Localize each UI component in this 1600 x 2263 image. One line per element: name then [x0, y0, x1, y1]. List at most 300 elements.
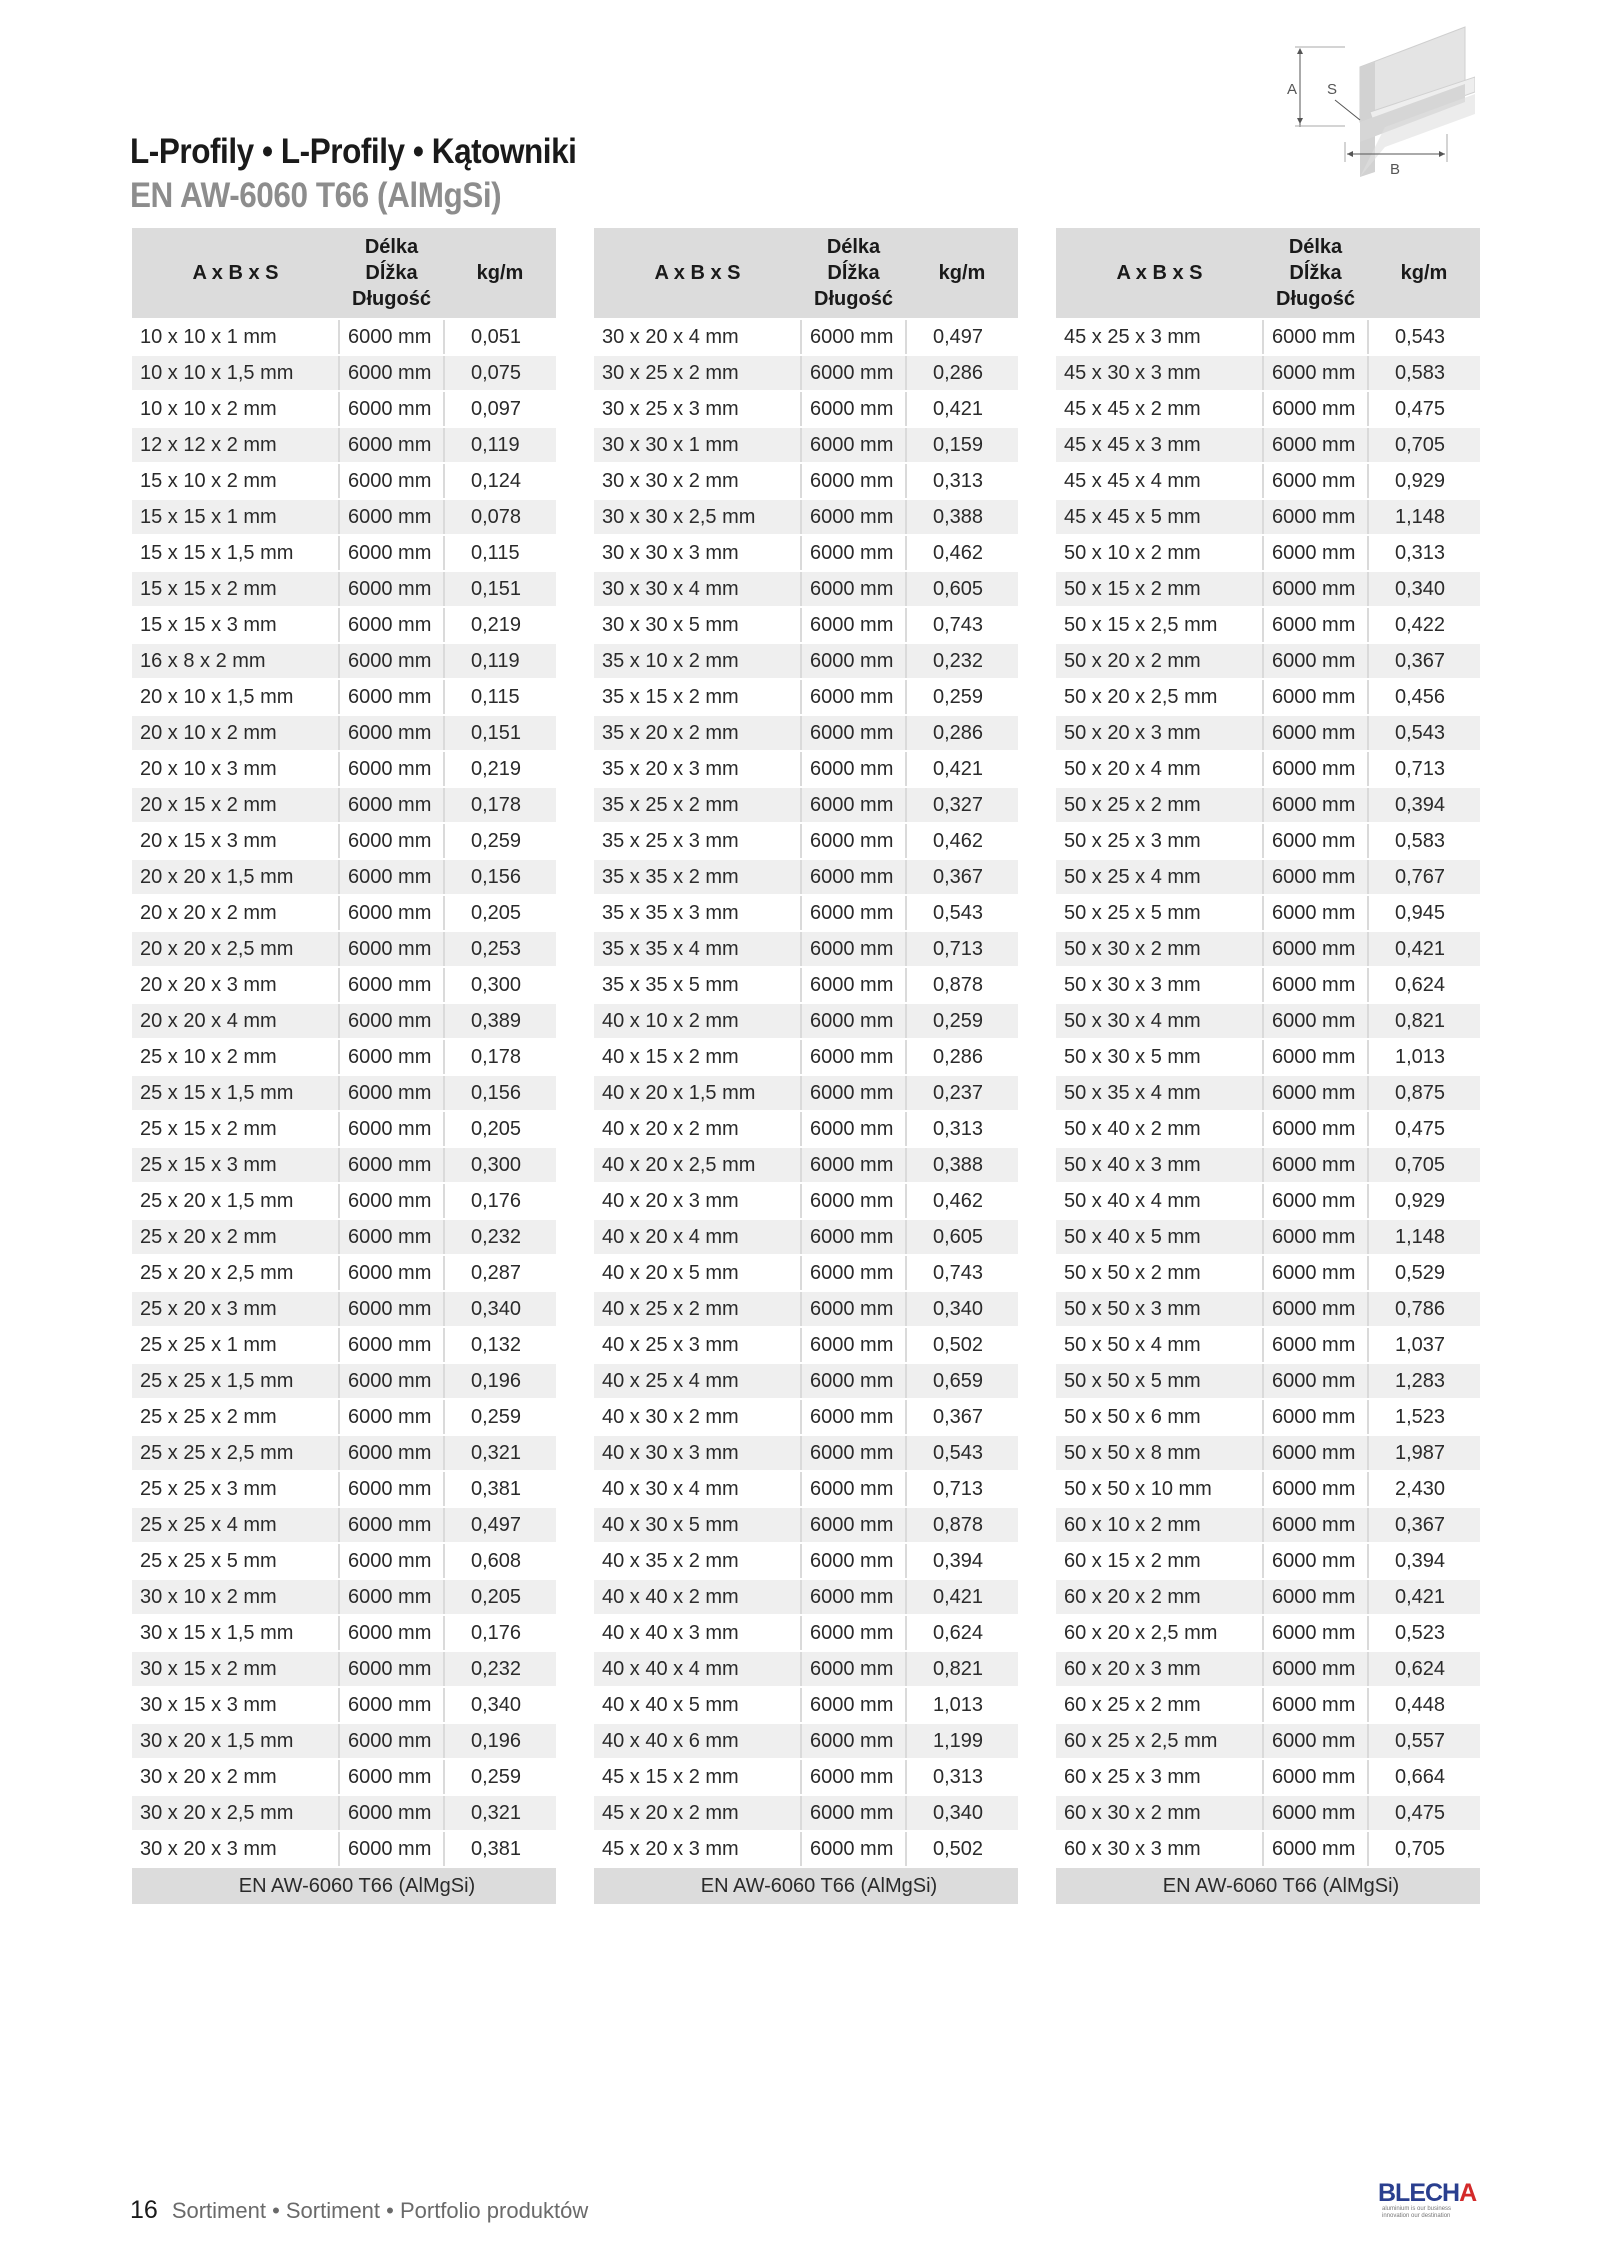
table-row [594, 679, 1018, 715]
footer-text: Sortiment • Sortiment • Portfolio produktów [171, 2198, 589, 2223]
table-row [594, 607, 1018, 643]
cell-weight: 0,286 [906, 715, 1018, 751]
cell-weight: 1,037 [1368, 1327, 1480, 1363]
cell-length: 6000 mm [339, 1399, 444, 1435]
table-row [1056, 1399, 1480, 1435]
cell-weight: 1,523 [1368, 1399, 1480, 1435]
cell-dimensions: 45 x 25 x 3 mm [1056, 319, 1263, 355]
cell-length: 6000 mm [1263, 895, 1368, 931]
cell-dimensions: 60 x 25 x 2,5 mm [1056, 1723, 1263, 1759]
table-row [594, 1183, 1018, 1219]
cell-dimensions: 25 x 25 x 1 mm [132, 1327, 339, 1363]
table-row [132, 1255, 556, 1291]
cell-length: 6000 mm [1263, 967, 1368, 1003]
cell-length: 6000 mm [1263, 1795, 1368, 1831]
cell-weight: 0,502 [906, 1831, 1018, 1867]
cell-dimensions: 50 x 10 x 2 mm [1056, 535, 1263, 571]
cell-weight: 0,259 [444, 823, 556, 859]
cell-dimensions: 45 x 20 x 2 mm [594, 1795, 801, 1831]
cell-length: 6000 mm [339, 391, 444, 427]
cell-dimensions: 50 x 40 x 3 mm [1056, 1147, 1263, 1183]
cell-weight: 1,013 [1368, 1039, 1480, 1075]
cell-dimensions: 50 x 40 x 2 mm [1056, 1111, 1263, 1147]
cell-dimensions: 50 x 50 x 10 mm [1056, 1471, 1263, 1507]
table-row [1056, 715, 1480, 751]
cell-weight: 0,388 [906, 499, 1018, 535]
length-label-sk: Dĺžka [365, 262, 418, 284]
cell-weight: 0,448 [1368, 1687, 1480, 1723]
cell-weight: 0,205 [444, 1111, 556, 1147]
cell-length: 6000 mm [1263, 1363, 1368, 1399]
cell-weight: 0,394 [906, 1543, 1018, 1579]
cell-weight: 0,583 [1368, 823, 1480, 859]
cell-dimensions: 60 x 20 x 3 mm [1056, 1651, 1263, 1687]
cell-weight: 0,605 [906, 1219, 1018, 1255]
cell-dimensions: 20 x 20 x 2,5 mm [132, 931, 339, 967]
cell-length: 6000 mm [1263, 1507, 1368, 1543]
cell-weight: 0,156 [444, 1075, 556, 1111]
cell-weight: 0,713 [906, 1471, 1018, 1507]
cell-dimensions: 50 x 30 x 5 mm [1056, 1039, 1263, 1075]
cell-dimensions: 60 x 30 x 3 mm [1056, 1831, 1263, 1867]
cell-dimensions: 40 x 40 x 2 mm [594, 1579, 801, 1615]
cell-dimensions: 40 x 20 x 3 mm [594, 1183, 801, 1219]
table-row [594, 1039, 1018, 1075]
table-row [1056, 1111, 1480, 1147]
col-header-weight: kg/m [444, 228, 556, 319]
cell-dimensions: 10 x 10 x 2 mm [132, 391, 339, 427]
cell-length: 6000 mm [1263, 859, 1368, 895]
cell-weight: 0,237 [906, 1075, 1018, 1111]
cell-weight: 0,219 [444, 751, 556, 787]
table-row [1056, 1507, 1480, 1543]
cell-dimensions: 60 x 20 x 2,5 mm [1056, 1615, 1263, 1651]
cell-length: 6000 mm [1263, 1831, 1368, 1867]
cell-weight: 0,321 [444, 1795, 556, 1831]
cell-length: 6000 mm [339, 1687, 444, 1723]
cell-weight: 0,705 [1368, 1147, 1480, 1183]
length-label-pl: Długość [352, 288, 431, 310]
cell-weight: 0,929 [1368, 1183, 1480, 1219]
cell-length: 6000 mm [1263, 571, 1368, 607]
cell-weight: 0,300 [444, 1147, 556, 1183]
table-row [594, 787, 1018, 823]
cell-weight: 0,557 [1368, 1723, 1480, 1759]
cell-weight: 0,664 [1368, 1759, 1480, 1795]
table-row [1056, 607, 1480, 643]
cell-weight: 0,151 [444, 571, 556, 607]
cell-dimensions: 25 x 10 x 2 mm [132, 1039, 339, 1075]
table-row [1056, 1723, 1480, 1759]
table-row [594, 1075, 1018, 1111]
cell-length: 6000 mm [1263, 751, 1368, 787]
cell-weight: 0,259 [444, 1759, 556, 1795]
table-row [132, 1471, 556, 1507]
table-row [1056, 859, 1480, 895]
cell-dimensions: 15 x 15 x 1,5 mm [132, 535, 339, 571]
cell-weight: 0,205 [444, 1579, 556, 1615]
table-row [1056, 1471, 1480, 1507]
cell-dimensions: 30 x 25 x 2 mm [594, 355, 801, 391]
cell-weight: 0,259 [906, 679, 1018, 715]
cell-dimensions: 40 x 15 x 2 mm [594, 1039, 801, 1075]
cell-weight: 0,462 [906, 823, 1018, 859]
table-row [132, 859, 556, 895]
table-row [594, 1291, 1018, 1327]
cell-dimensions: 40 x 40 x 5 mm [594, 1687, 801, 1723]
cell-weight: 0,259 [444, 1399, 556, 1435]
cell-length: 6000 mm [801, 1687, 906, 1723]
cell-weight: 0,821 [906, 1651, 1018, 1687]
table-row [132, 1723, 556, 1759]
table-row [1056, 499, 1480, 535]
cell-dimensions: 50 x 25 x 3 mm [1056, 823, 1263, 859]
cell-dimensions: 16 x 8 x 2 mm [132, 643, 339, 679]
cell-dimensions: 35 x 35 x 4 mm [594, 931, 801, 967]
cell-length: 6000 mm [1263, 1003, 1368, 1039]
cell-weight: 0,475 [1368, 1795, 1480, 1831]
length-label-pl: Długość [814, 288, 893, 310]
cell-length: 6000 mm [1263, 1615, 1368, 1651]
cell-weight: 0,196 [444, 1363, 556, 1399]
table-row [594, 1399, 1018, 1435]
table-row [594, 751, 1018, 787]
page-footer [130, 2196, 588, 2225]
cell-length: 6000 mm [801, 1543, 906, 1579]
cell-length: 6000 mm [1263, 679, 1368, 715]
cell-length: 6000 mm [339, 1255, 444, 1291]
table-row [132, 1831, 556, 1867]
table-row [1056, 319, 1480, 355]
cell-weight: 0,051 [444, 319, 556, 355]
cell-dimensions: 25 x 20 x 2 mm [132, 1219, 339, 1255]
table-row [594, 1759, 1018, 1795]
cell-weight: 0,321 [444, 1435, 556, 1471]
cell-length: 6000 mm [1263, 1039, 1368, 1075]
table-row [132, 1615, 556, 1651]
table-row [1056, 1543, 1480, 1579]
cell-length: 6000 mm [1263, 1579, 1368, 1615]
cell-weight: 0,097 [444, 391, 556, 427]
cell-dimensions: 45 x 45 x 2 mm [1056, 391, 1263, 427]
table-row [1056, 1291, 1480, 1327]
cell-weight: 0,786 [1368, 1291, 1480, 1327]
cell-length: 6000 mm [339, 1651, 444, 1687]
table-row [594, 1687, 1018, 1723]
cell-length: 6000 mm [339, 499, 444, 535]
cell-length: 6000 mm [339, 1795, 444, 1831]
cell-dimensions: 30 x 25 x 3 mm [594, 391, 801, 427]
cell-weight: 2,430 [1368, 1471, 1480, 1507]
table-row [1056, 427, 1480, 463]
cell-dimensions: 30 x 30 x 3 mm [594, 535, 801, 571]
cell-length: 6000 mm [339, 895, 444, 931]
cell-length: 6000 mm [801, 535, 906, 571]
cell-length: 6000 mm [339, 1219, 444, 1255]
cell-weight: 0,475 [1368, 391, 1480, 427]
cell-length: 6000 mm [339, 787, 444, 823]
table-row [132, 643, 556, 679]
cell-weight: 1,013 [906, 1687, 1018, 1723]
cell-length: 6000 mm [339, 571, 444, 607]
cell-dimensions: 20 x 20 x 4 mm [132, 1003, 339, 1039]
cell-dimensions: 40 x 30 x 5 mm [594, 1507, 801, 1543]
cell-weight: 0,529 [1368, 1255, 1480, 1291]
cell-dimensions: 50 x 50 x 4 mm [1056, 1327, 1263, 1363]
cell-dimensions: 35 x 15 x 2 mm [594, 679, 801, 715]
table-row [132, 499, 556, 535]
col-header-weight: kg/m [906, 228, 1018, 319]
table-row [132, 1039, 556, 1075]
cell-dimensions: 30 x 15 x 3 mm [132, 1687, 339, 1723]
cell-dimensions: 35 x 20 x 3 mm [594, 751, 801, 787]
cell-weight: 0,178 [444, 787, 556, 823]
cell-weight: 0,340 [444, 1291, 556, 1327]
cell-weight: 0,743 [906, 607, 1018, 643]
cell-length: 6000 mm [339, 1039, 444, 1075]
table-row [1056, 1147, 1480, 1183]
cell-length: 6000 mm [1263, 535, 1368, 571]
table-row [132, 427, 556, 463]
cell-weight: 0,367 [906, 1399, 1018, 1435]
cell-dimensions: 60 x 25 x 3 mm [1056, 1759, 1263, 1795]
cell-dimensions: 50 x 20 x 2,5 mm [1056, 679, 1263, 715]
cell-dimensions: 60 x 20 x 2 mm [1056, 1579, 1263, 1615]
logo-tagline-1: aluminium is our business [1382, 2206, 1452, 2212]
cell-weight: 0,543 [1368, 715, 1480, 751]
cell-weight: 0,313 [1368, 535, 1480, 571]
table-row [132, 1399, 556, 1435]
table-row [132, 895, 556, 931]
cell-length: 6000 mm [801, 1255, 906, 1291]
table-row [594, 463, 1018, 499]
cell-length: 6000 mm [1263, 1111, 1368, 1147]
table-row [594, 391, 1018, 427]
table-header-row [132, 228, 556, 319]
table-row [594, 1435, 1018, 1471]
cell-length: 6000 mm [339, 859, 444, 895]
cell-length: 6000 mm [801, 751, 906, 787]
cell-length: 6000 mm [801, 1831, 906, 1867]
cell-weight: 0,300 [444, 967, 556, 1003]
table-row [132, 355, 556, 391]
table-row [132, 787, 556, 823]
table-row [1056, 679, 1480, 715]
cell-dimensions: 25 x 25 x 5 mm [132, 1543, 339, 1579]
cell-length: 6000 mm [339, 715, 444, 751]
cell-dimensions: 40 x 20 x 1,5 mm [594, 1075, 801, 1111]
table-row [1056, 535, 1480, 571]
cell-length: 6000 mm [1263, 1327, 1368, 1363]
cell-weight: 0,878 [906, 1507, 1018, 1543]
cell-dimensions: 35 x 35 x 2 mm [594, 859, 801, 895]
cell-length: 6000 mm [801, 823, 906, 859]
cell-dimensions: 45 x 20 x 3 mm [594, 1831, 801, 1867]
cell-length: 6000 mm [801, 571, 906, 607]
cell-weight: 0,705 [1368, 427, 1480, 463]
length-label-pl: Długość [1276, 288, 1355, 310]
cell-length: 6000 mm [1263, 1471, 1368, 1507]
cell-length: 6000 mm [339, 1363, 444, 1399]
cell-length: 6000 mm [801, 355, 906, 391]
diagram-label-s: S [1327, 81, 1338, 98]
cell-length: 6000 mm [1263, 643, 1368, 679]
cell-length: 6000 mm [1263, 1147, 1368, 1183]
cell-dimensions: 25 x 25 x 1,5 mm [132, 1363, 339, 1399]
cell-length: 6000 mm [339, 1147, 444, 1183]
table-row [1056, 1687, 1480, 1723]
table-row [594, 355, 1018, 391]
cell-weight: 0,422 [1368, 607, 1480, 643]
page-subtitle: EN AW-6060 T66 (AlMgSi) [130, 176, 502, 215]
cell-length: 6000 mm [339, 1183, 444, 1219]
cell-dimensions: 20 x 15 x 3 mm [132, 823, 339, 859]
table-row [594, 499, 1018, 535]
cell-dimensions: 60 x 30 x 2 mm [1056, 1795, 1263, 1831]
cell-dimensions: 25 x 20 x 2,5 mm [132, 1255, 339, 1291]
cell-dimensions: 35 x 35 x 3 mm [594, 895, 801, 931]
table-row [1056, 391, 1480, 427]
table-row [132, 931, 556, 967]
cell-weight: 0,196 [444, 1723, 556, 1759]
cell-weight: 1,199 [906, 1723, 1018, 1759]
cell-dimensions: 50 x 20 x 3 mm [1056, 715, 1263, 751]
table-row [132, 1075, 556, 1111]
cell-weight: 0,608 [444, 1543, 556, 1579]
table-row [594, 1327, 1018, 1363]
cell-weight: 0,156 [444, 859, 556, 895]
table-row [594, 859, 1018, 895]
table-row [132, 319, 556, 355]
cell-weight: 0,945 [1368, 895, 1480, 931]
cell-length: 6000 mm [801, 967, 906, 1003]
col-header-length [339, 228, 444, 319]
cell-weight: 0,119 [444, 427, 556, 463]
cell-dimensions: 40 x 20 x 2,5 mm [594, 1147, 801, 1183]
cell-weight: 0,340 [906, 1795, 1018, 1831]
cell-length: 6000 mm [339, 1723, 444, 1759]
cell-dimensions: 20 x 10 x 1,5 mm [132, 679, 339, 715]
cell-dimensions: 40 x 30 x 3 mm [594, 1435, 801, 1471]
cell-weight: 0,176 [444, 1615, 556, 1651]
cell-dimensions: 35 x 10 x 2 mm [594, 643, 801, 679]
table-row [594, 715, 1018, 751]
cell-length: 6000 mm [801, 1579, 906, 1615]
cell-length: 6000 mm [339, 1579, 444, 1615]
table-row [132, 1435, 556, 1471]
cell-length: 6000 mm [339, 1471, 444, 1507]
table-row [594, 1507, 1018, 1543]
table-row [132, 1291, 556, 1327]
cell-length: 6000 mm [801, 1111, 906, 1147]
cell-length: 6000 mm [339, 1759, 444, 1795]
cell-length: 6000 mm [339, 463, 444, 499]
table-row [1056, 751, 1480, 787]
cell-length: 6000 mm [801, 1291, 906, 1327]
cell-weight: 0,327 [906, 787, 1018, 823]
cell-weight: 0,421 [1368, 931, 1480, 967]
cell-length: 6000 mm [339, 679, 444, 715]
cell-length: 6000 mm [1263, 1435, 1368, 1471]
cell-dimensions: 40 x 25 x 2 mm [594, 1291, 801, 1327]
table-row [1056, 463, 1480, 499]
cell-weight: 0,767 [1368, 859, 1480, 895]
col-header-length [1263, 228, 1368, 319]
cell-length: 6000 mm [1263, 1255, 1368, 1291]
cell-length: 6000 mm [339, 1291, 444, 1327]
cell-weight: 0,821 [1368, 1003, 1480, 1039]
cell-dimensions: 12 x 12 x 2 mm [132, 427, 339, 463]
cell-dimensions: 25 x 15 x 2 mm [132, 1111, 339, 1147]
cell-length: 6000 mm [339, 967, 444, 1003]
table-row [132, 823, 556, 859]
table-row [1056, 355, 1480, 391]
cell-dimensions: 25 x 25 x 2,5 mm [132, 1435, 339, 1471]
table-row [594, 1723, 1018, 1759]
cell-dimensions: 40 x 30 x 2 mm [594, 1399, 801, 1435]
cell-dimensions: 50 x 30 x 3 mm [1056, 967, 1263, 1003]
cell-weight: 0,259 [906, 1003, 1018, 1039]
cell-length: 6000 mm [801, 1435, 906, 1471]
table-row [594, 643, 1018, 679]
l-profile-diagram-icon [1275, 22, 1475, 222]
table-row [594, 1831, 1018, 1867]
cell-weight: 0,929 [1368, 463, 1480, 499]
cell-weight: 0,367 [906, 859, 1018, 895]
cell-weight: 0,713 [1368, 751, 1480, 787]
cell-weight: 0,713 [906, 931, 1018, 967]
table-row [132, 1759, 556, 1795]
cell-length: 6000 mm [1263, 1399, 1368, 1435]
cell-length: 6000 mm [1263, 1183, 1368, 1219]
cell-weight: 0,421 [906, 751, 1018, 787]
cell-dimensions: 50 x 40 x 4 mm [1056, 1183, 1263, 1219]
table-row [132, 535, 556, 571]
cell-dimensions: 60 x 10 x 2 mm [1056, 1507, 1263, 1543]
table-row [132, 1111, 556, 1147]
table-row [1056, 571, 1480, 607]
cell-weight: 0,367 [1368, 1507, 1480, 1543]
cell-length: 6000 mm [339, 1111, 444, 1147]
cell-weight: 0,151 [444, 715, 556, 751]
blecha-logo [1378, 2180, 1488, 2226]
cell-weight: 0,078 [444, 499, 556, 535]
length-label-cz: Délka [364, 236, 419, 258]
table-row [1056, 1435, 1480, 1471]
cell-weight: 0,115 [444, 535, 556, 571]
table-row [594, 1651, 1018, 1687]
cell-dimensions: 30 x 15 x 2 mm [132, 1651, 339, 1687]
cell-length: 6000 mm [801, 643, 906, 679]
cell-length: 6000 mm [339, 1075, 444, 1111]
cell-weight: 0,624 [1368, 1651, 1480, 1687]
page-title: L-Profily • L-Profily • Kątowniki [130, 132, 577, 171]
cell-dimensions: 40 x 10 x 2 mm [594, 1003, 801, 1039]
table-row [1056, 1075, 1480, 1111]
cell-dimensions: 15 x 15 x 2 mm [132, 571, 339, 607]
table-row [132, 967, 556, 1003]
cell-dimensions: 10 x 10 x 1 mm [132, 319, 339, 355]
cell-weight: 0,340 [906, 1291, 1018, 1327]
cell-dimensions: 40 x 30 x 4 mm [594, 1471, 801, 1507]
cell-dimensions: 30 x 30 x 1 mm [594, 427, 801, 463]
table-row [132, 1183, 556, 1219]
cell-length: 6000 mm [339, 1507, 444, 1543]
length-label-cz: Délka [826, 236, 881, 258]
cell-length: 6000 mm [801, 499, 906, 535]
cell-weight: 0,313 [906, 463, 1018, 499]
table-row [132, 1579, 556, 1615]
